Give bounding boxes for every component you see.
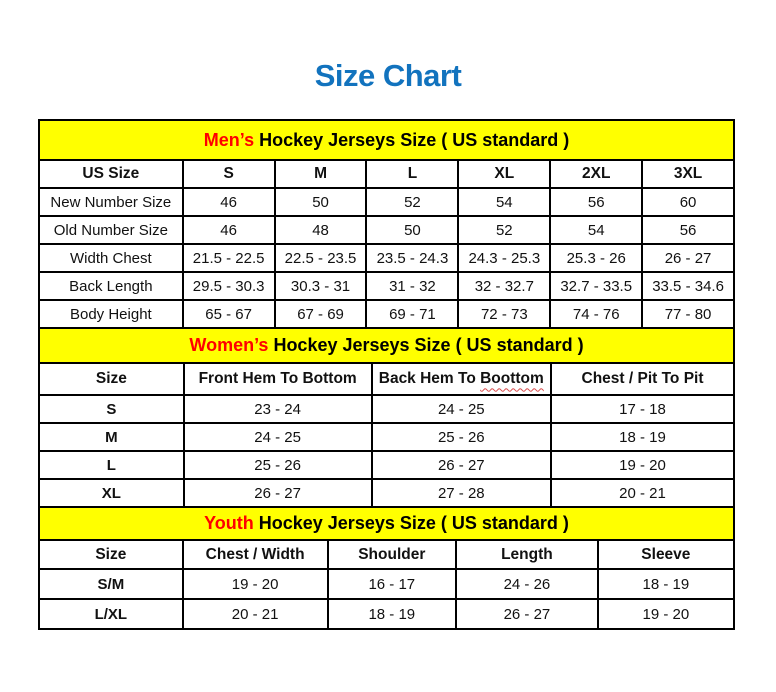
youth-size-table [40,539,733,628]
value-cell: 26 - 27 [371,450,550,478]
value-cell: 20 - 21 [550,478,733,506]
row-label-cell: Old Number Size [40,215,182,243]
value-cell: 25 - 26 [371,422,550,450]
row-label-cell: S [40,394,183,422]
value-cell: 46 [182,215,274,243]
value-cell: 24 - 25 [371,394,550,422]
header-cell: Size [40,362,183,394]
header-cell: Chest / Pit To Pit [550,362,733,394]
value-cell: 32.7 - 33.5 [549,271,641,299]
header-cell: XL [457,159,549,187]
row-label-cell: S/M [40,568,182,598]
section-title-highlight: Women’s [189,335,269,355]
section-title-text: Hockey Jerseys Size ( US standard ) [254,129,570,150]
value-cell: 54 [457,187,549,215]
value-cell: 21.5 - 22.5 [182,243,274,271]
womens-section-title [40,327,733,362]
value-cell: 31 - 32 [365,271,457,299]
header-cell: Shoulder [327,539,456,568]
value-cell: 69 - 71 [365,299,457,327]
value-cell: 19 - 20 [550,450,733,478]
value-cell: 25.3 - 26 [549,243,641,271]
header-cell: Sleeve [597,539,733,568]
value-cell: 26 - 27 [455,598,597,628]
value-cell: 23 - 24 [183,394,371,422]
value-cell: 24 - 26 [455,568,597,598]
value-cell: 56 [549,187,641,215]
youth-section-title [40,506,733,539]
value-cell: 27 - 28 [371,478,550,506]
womens-size-table [40,362,733,506]
section-title-text: Hockey Jerseys Size ( US standard ) [253,513,569,533]
mens-section-title [40,121,733,159]
value-cell: 30.3 - 31 [274,271,366,299]
page-title: Size Chart [314,58,462,93]
row-label-cell: L/XL [40,598,182,628]
row-label-cell: Width Chest [40,243,182,271]
row-label-cell: M [40,422,183,450]
header-cell: 2XL [549,159,641,187]
header-cell: Chest / Width [182,539,327,568]
section-title-text: Hockey Jerseys Size ( US standard ) [268,335,584,355]
value-cell: 18 - 19 [597,568,733,598]
size-chart-tables [38,119,735,630]
row-label-cell: Body Height [40,299,182,327]
value-cell: 22.5 - 23.5 [274,243,366,271]
row-label-cell: XL [40,478,183,506]
value-cell: 18 - 19 [550,422,733,450]
value-cell: 25 - 26 [183,450,371,478]
row-label-cell: New Number Size [40,187,182,215]
value-cell: 77 - 80 [641,299,733,327]
mens-size-table [40,159,733,327]
header-cell: Length [455,539,597,568]
header-cell: L [365,159,457,187]
header-text: Back Hem To [378,370,481,388]
value-cell: 17 - 18 [550,394,733,422]
value-cell: 48 [274,215,366,243]
value-cell: 24.3 - 25.3 [457,243,549,271]
value-cell: 67 - 69 [274,299,366,327]
header-cell: Front Hem To Bottom [183,362,371,394]
section-title-highlight: Youth [204,513,254,533]
value-cell: 50 [365,215,457,243]
section-title-highlight: Men’s [203,129,255,150]
value-cell: 23.5 - 24.3 [365,243,457,271]
header-cell: 3XL [641,159,733,187]
value-cell: 60 [641,187,733,215]
header-cell [371,362,550,394]
header-cell: Size [40,539,182,568]
value-cell: 52 [365,187,457,215]
header-cell: US Size [40,159,182,187]
value-cell: 33.5 - 34.6 [641,271,733,299]
value-cell: 32 - 32.7 [457,271,549,299]
value-cell: 54 [549,215,641,243]
value-cell: 26 - 27 [183,478,371,506]
value-cell: 72 - 73 [457,299,549,327]
value-cell: 29.5 - 30.3 [182,271,274,299]
value-cell: 26 - 27 [641,243,733,271]
value-cell: 20 - 21 [182,598,327,628]
header-cell: S [182,159,274,187]
value-cell: 74 - 76 [549,299,641,327]
row-label-cell: L [40,450,183,478]
value-cell: 52 [457,215,549,243]
header-cell: M [274,159,366,187]
value-cell: 16 - 17 [327,568,456,598]
value-cell: 19 - 20 [182,568,327,598]
value-cell: 19 - 20 [597,598,733,628]
value-cell: 65 - 67 [182,299,274,327]
misspelled-word: Boottom [480,370,544,388]
row-label-cell: Back Length [40,271,182,299]
value-cell: 56 [641,215,733,243]
value-cell: 46 [182,187,274,215]
value-cell: 18 - 19 [327,598,456,628]
value-cell: 50 [274,187,366,215]
value-cell: 24 - 25 [183,422,371,450]
